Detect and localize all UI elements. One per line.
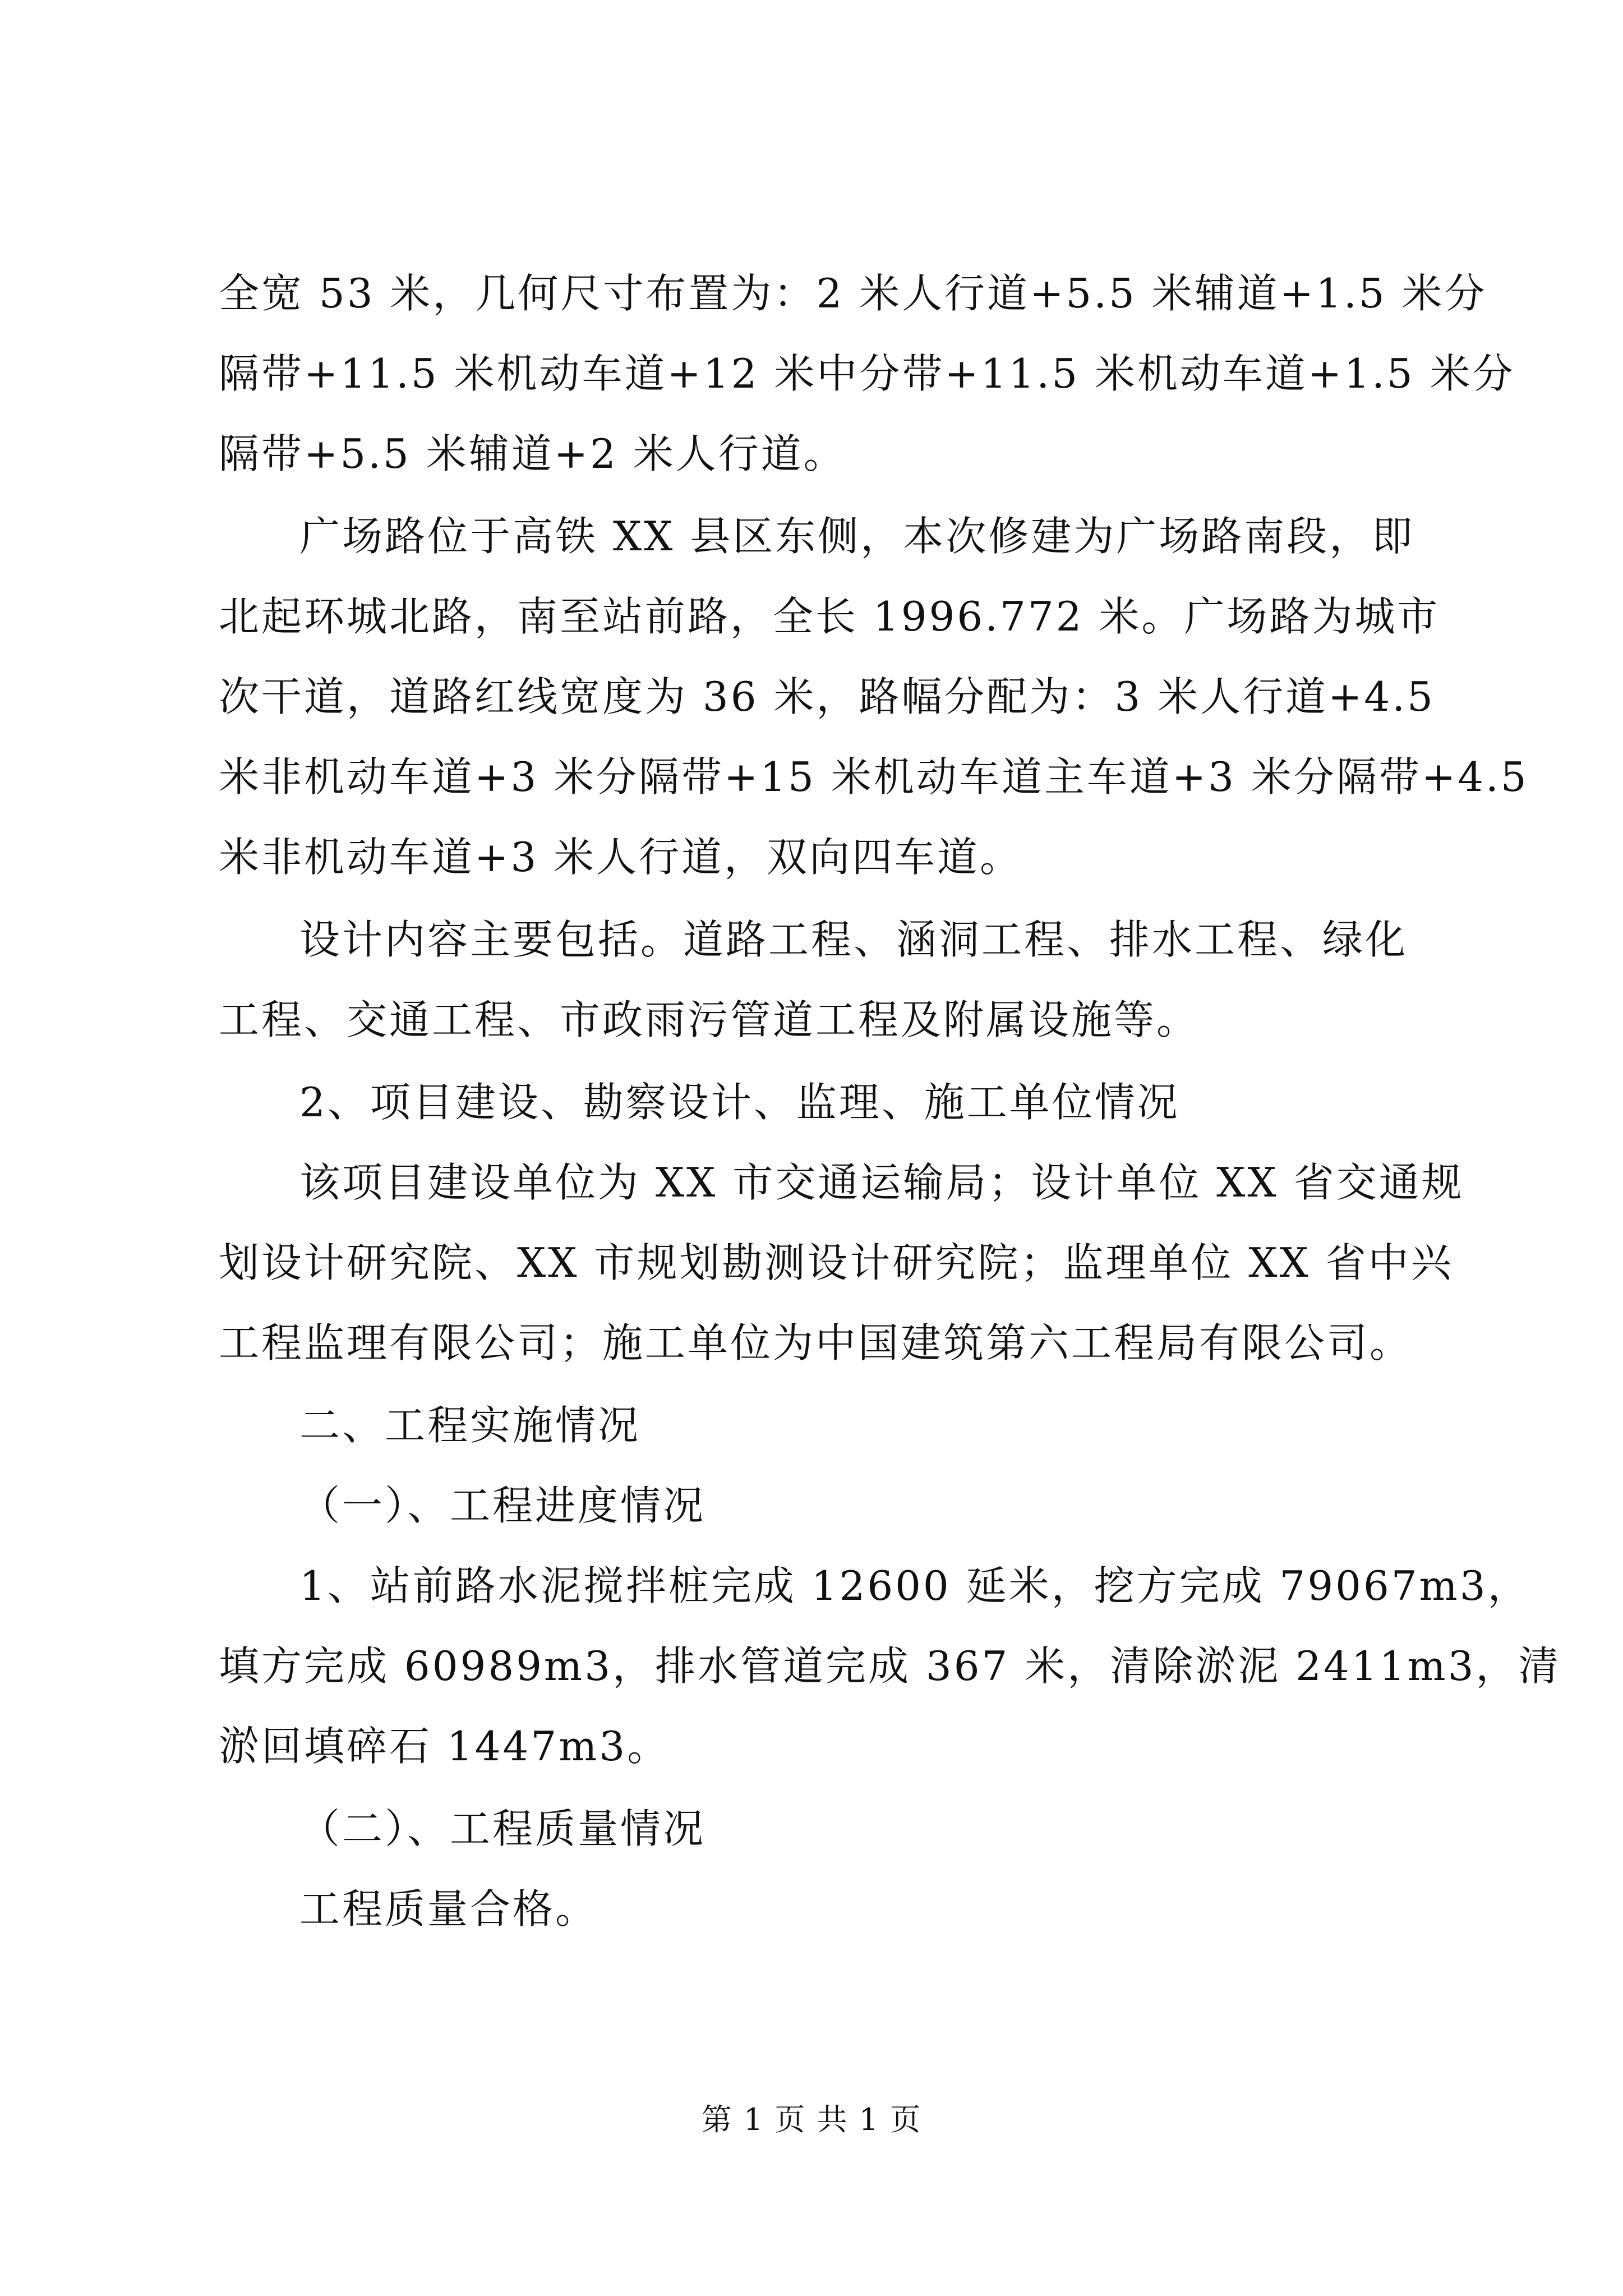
paragraph-road-width — [219, 254, 1515, 494]
text-line: 工程、交通工程、市政雨污管道工程及附属设施等。 — [219, 996, 1200, 1043]
text-line: 米非机动车道+3 米人行道，双向四车道。 — [219, 834, 1023, 881]
section-heading-units — [219, 1062, 1441, 1143]
text-line: 该项目建设单位为 XX 市交通运输局；设计单位 XX 省交通规 — [299, 1159, 1464, 1206]
text-line: 划设计研究院、XX 市规划勘测设计研究院；监理单位 XX 省中兴 — [219, 1239, 1454, 1286]
page-number-footer: 第 1 页 共 1 页 — [701, 2102, 922, 2137]
paragraph-progress-details — [219, 1546, 1561, 1787]
text-line: 次干道，道路红线宽度为 36 米，路幅分配为：3 米人行道+4.5 — [219, 673, 1435, 720]
section-heading-implementation — [219, 1386, 1441, 1466]
text-line: 填方完成 60989m3，排水管道完成 367 米，清除淤泥 2411m3，清 — [219, 1642, 1561, 1690]
text-line: 设计内容主要包括。道路工程、涵洞工程、排水工程、绿化 — [299, 916, 1408, 963]
paragraph-square-road — [219, 496, 1529, 898]
section-heading-progress — [219, 1466, 1441, 1546]
paragraph-project-units — [219, 1143, 1464, 1383]
paragraph-quality-result — [219, 1869, 1441, 1949]
text-line: 米非机动车道+3 米分隔带+15 米机动车道主车道+3 米分隔带+4.5 — [219, 753, 1529, 800]
text-line: 2、项目建设、勘察设计、监理、施工单位情况 — [299, 1079, 1180, 1126]
text-line: 淤回填碎石 1447m3。 — [219, 1723, 670, 1770]
text-line: 广场路位于高铁 XX 县区东侧，本次修建为广场路南段，即 — [299, 513, 1415, 560]
text-line: 二、工程实施情况 — [299, 1402, 641, 1449]
paragraph-design-content — [219, 900, 1441, 1060]
text-line: 工程监理有限公司；施工单位为中国建筑第六工程局有限公司。 — [219, 1319, 1413, 1366]
text-line: （二）、工程质量情况 — [299, 1805, 706, 1852]
document-body — [219, 254, 1561, 1949]
text-line: （一）、工程进度情况 — [299, 1482, 706, 1529]
section-heading-quality — [219, 1789, 1441, 1869]
text-line: 1、站前路水泥搅拌桩完成 12600 延米，挖方完成 79067m3， — [299, 1562, 1530, 1609]
text-line: 北起环城北路，南至站前路，全长 1996.772 米。广场路为城市 — [219, 593, 1440, 640]
text-line: 工程质量合格。 — [299, 1885, 598, 1932]
text-line: 全宽 53 米，几何尺寸布置为：2 米人行道+5.5 米辅道+1.5 米分 — [219, 270, 1487, 317]
text-line: 隔带+11.5 米机动车道+12 米中分带+11.5 米机动车道+1.5 米分 — [219, 350, 1515, 397]
text-line: 隔带+5.5 米辅道+2 米人行道。 — [219, 430, 846, 477]
